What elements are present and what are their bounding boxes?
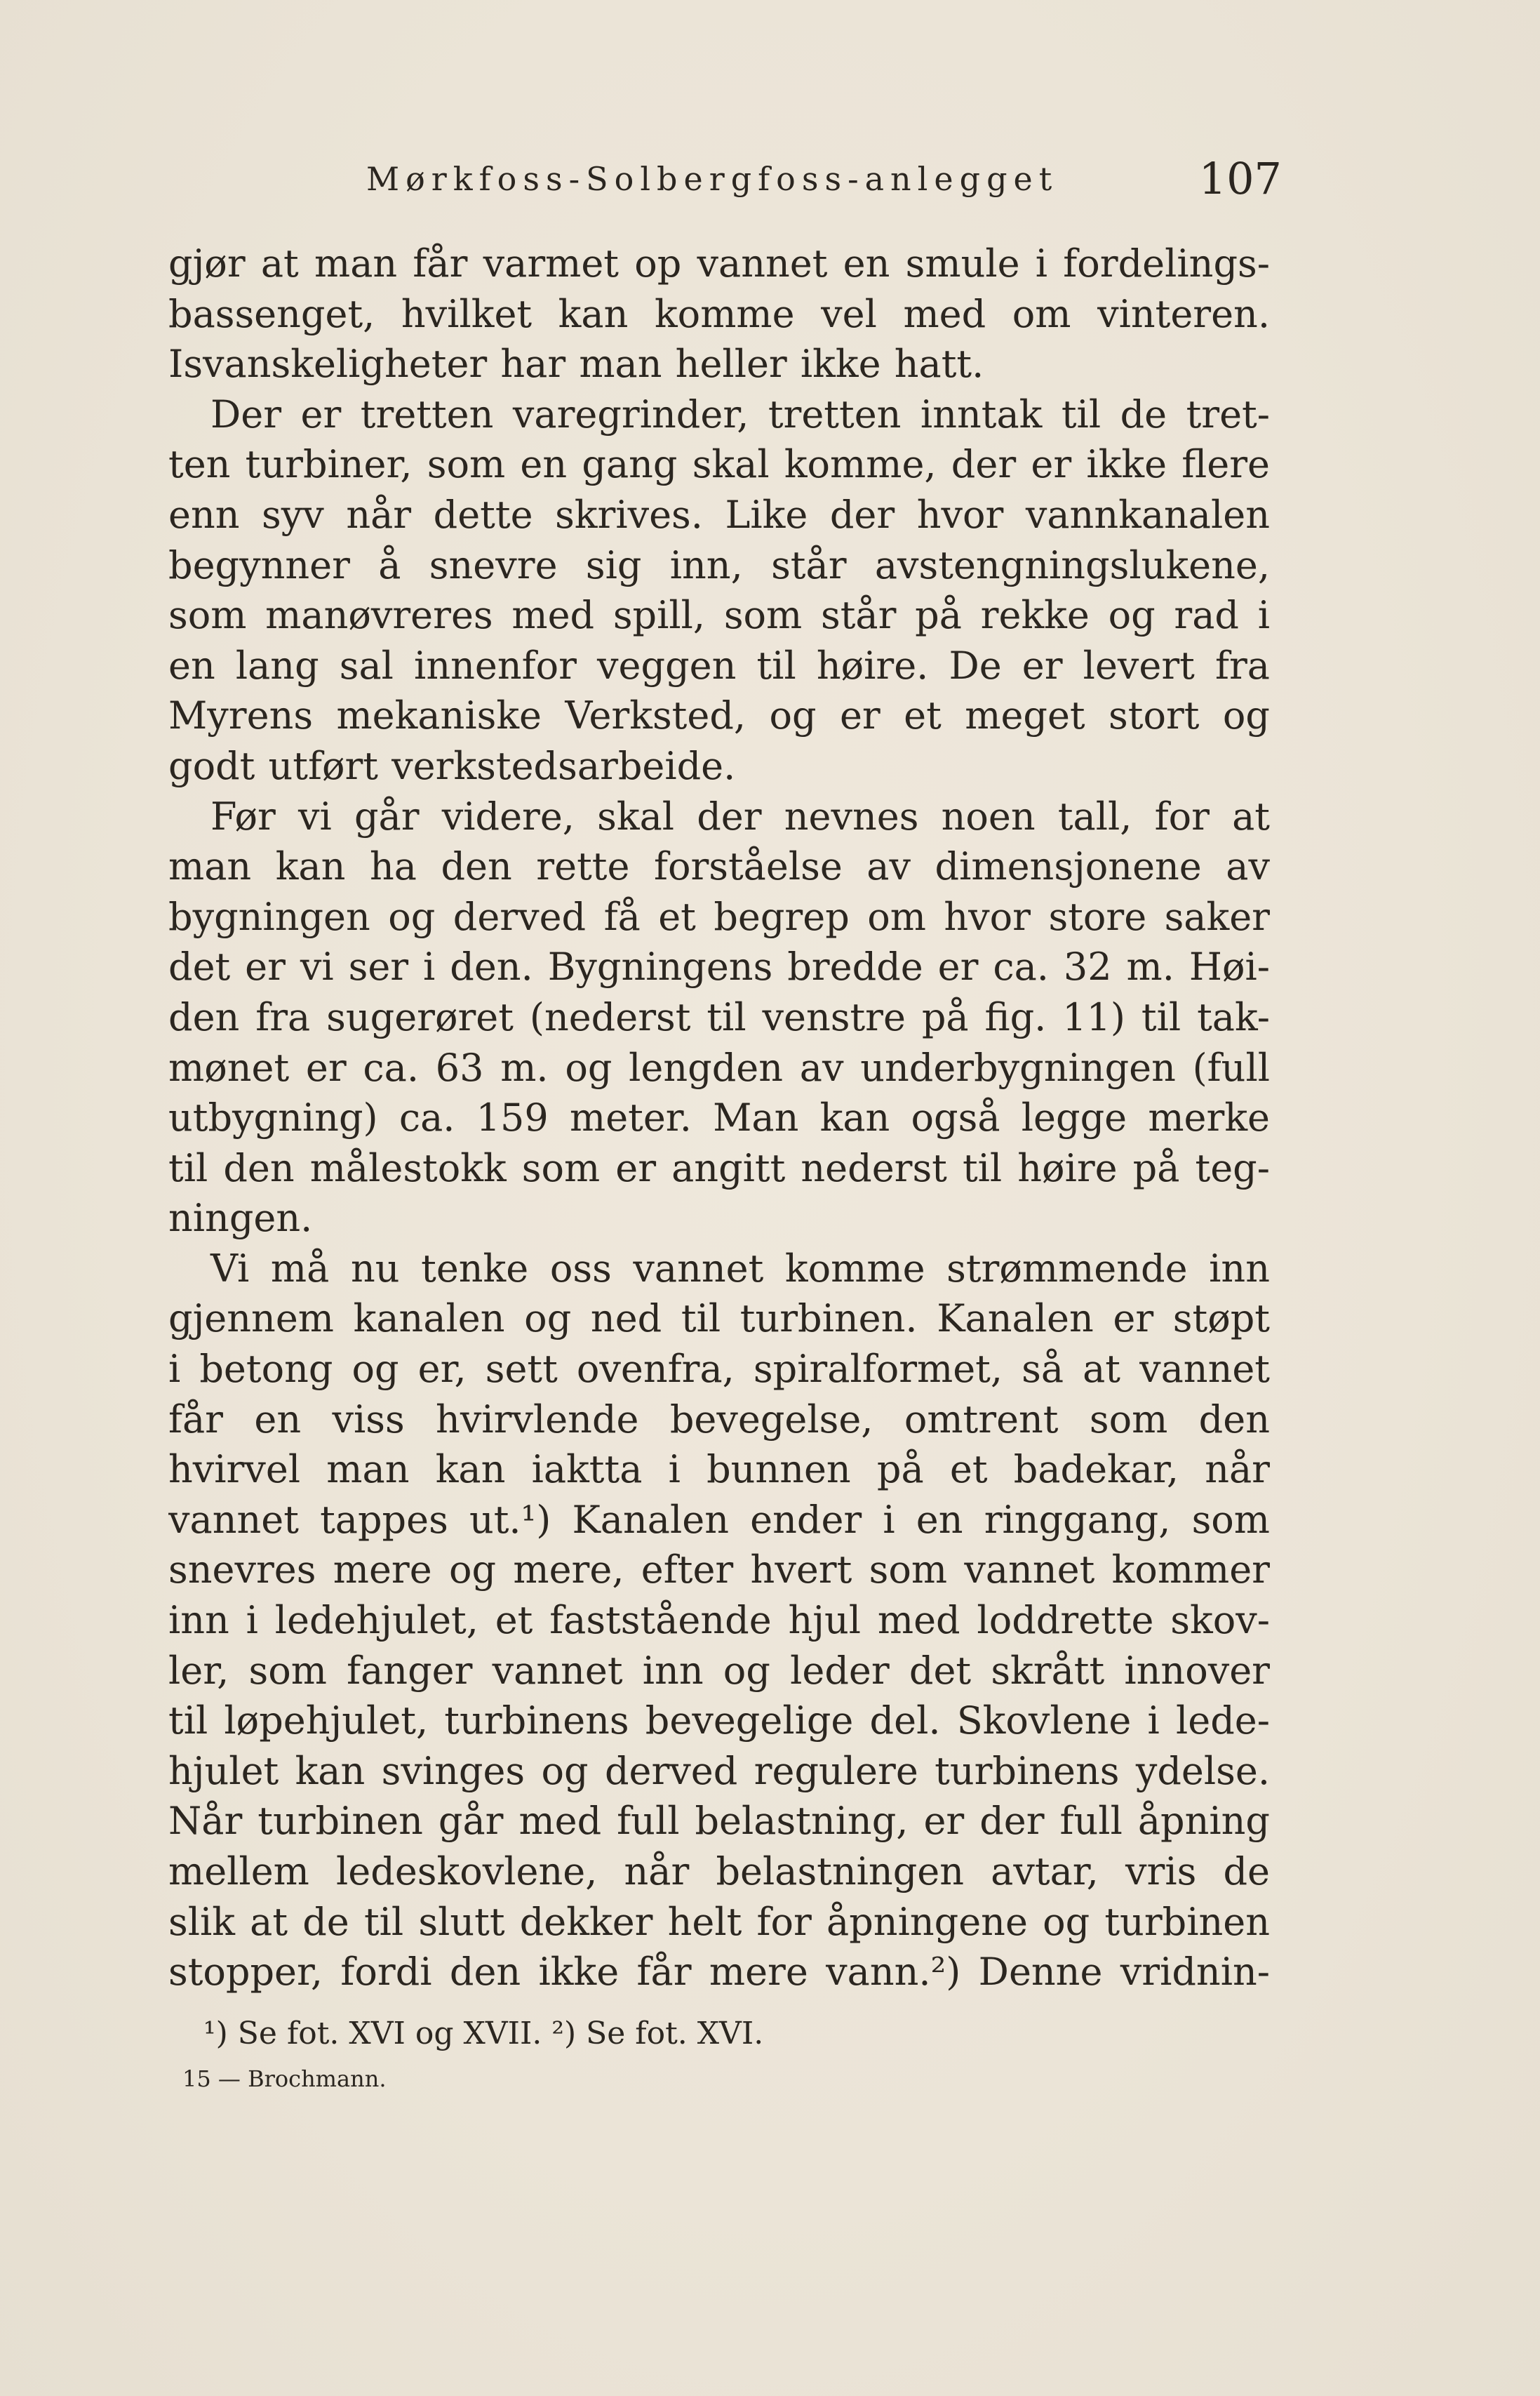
text-line: vannet tappes ut.¹) Kanalen ender i en ringgang, som [168,1497,1270,1542]
text-line: gjennem kanalen og ned til turbinen. Kanalen er støpt [168,1296,1270,1341]
text-line: bygningen og derved få et begrep om hvor store saker [168,894,1270,939]
text-line: inn i ledehjulet, et faststående hjul med loddrette skov- [168,1598,1270,1643]
text-line: utbygning) ca. 159 meter. Man kan også legge merke [168,1096,1270,1140]
page-number: 107 [1198,153,1282,204]
text-line: får en viss hvirvlende bevegelse, omtrent som den [168,1397,1270,1442]
text-line: en lang sal innenfor veggen til høire. De er levert fra [168,643,1270,688]
text-line: ningen. [168,1196,313,1241]
text-line: godt utført verkstedsarbeide. [168,743,736,788]
text-line: enn syv når dette skrives. Like der hvor vannkanalen [168,492,1270,537]
text-line: Før vi går videre, skal der nevnes noen tall, for at [210,794,1270,839]
text-line: bassenget, hvilket kan komme vel med om vinteren. [168,291,1270,336]
text-line: ten turbiner, som en gang skal komme, der er ikke flere [168,442,1270,487]
text-line: snevres mere og mere, efter hvert som vannet kommer [168,1548,1270,1592]
text-line: Vi må nu tenke oss vannet komme strømmende inn [210,1246,1270,1291]
text-line: hjulet kan svinges og derved regulere turbinens ydelse. [168,1748,1270,1793]
page-header [168,140,1282,211]
text-line: Der er tretten varegrinder, tretten inntak til de tret- [210,392,1270,437]
text-line: man kan ha den rette forståelse av dimensjonene av [168,844,1270,889]
text-line: det er vi ser i den. Bygningens bredde er ca. 32 m. Høi- [168,945,1270,990]
text-line: mellem ledeskovlene, når belastningen avtar, vris de [168,1849,1270,1893]
text-line: hvirvel man kan iaktta i bunnen på et badekar, når [168,1447,1270,1492]
text-line: den fra sugerøret (nederst til venstre på fig. 11) til tak- [168,994,1270,1039]
text-line: Isvanskeligheter har man heller ikke hatt. [168,342,984,387]
footnote-text: ¹) Se fot. XVI og XVII. ²) Se fot. XVI. [203,2016,764,2051]
text-line: til løpehjulet, turbinens bevegelige del. Skovlene i lede- [168,1698,1270,1743]
text-line: ler, som fanger vannet inn og leder det skrått innover [168,1648,1270,1693]
text-line: Myrens mekaniske Verksted, og er et meget stort og [168,693,1270,738]
text-line: Når turbinen går med full belastning, er der full åpning [168,1799,1270,1844]
running-title: Mørkfoss-Solbergfoss-anlegget [366,160,1059,198]
text-line: som manøvreres med spill, som står på rekke og rad i [168,593,1270,638]
text-line: slik at de til slutt dekker helt for åpningene og turbinen [168,1899,1270,1944]
printer-signature: 15 — Brochmann. [182,2065,387,2092]
text-line: begynner å snevre sig inn, står avstengningslukene, [168,543,1270,587]
body-text [168,239,1270,1997]
text-line: mønet er ca. 63 m. og lengden av underbygningen (full [168,1045,1270,1090]
footnotes [168,2013,1270,2055]
text-line: til den målestokk som er angitt nederst til høire på teg- [168,1145,1270,1190]
text-line: gjør at man får varmet op vannet en smule i fordelings- [168,241,1270,286]
text-line: i betong og er, sett ovenfra, spiralformet, så at vannet [168,1347,1270,1392]
text-line: stopper, fordi den ikke får mere vann.²) Denne vridnin- [168,1950,1270,1995]
